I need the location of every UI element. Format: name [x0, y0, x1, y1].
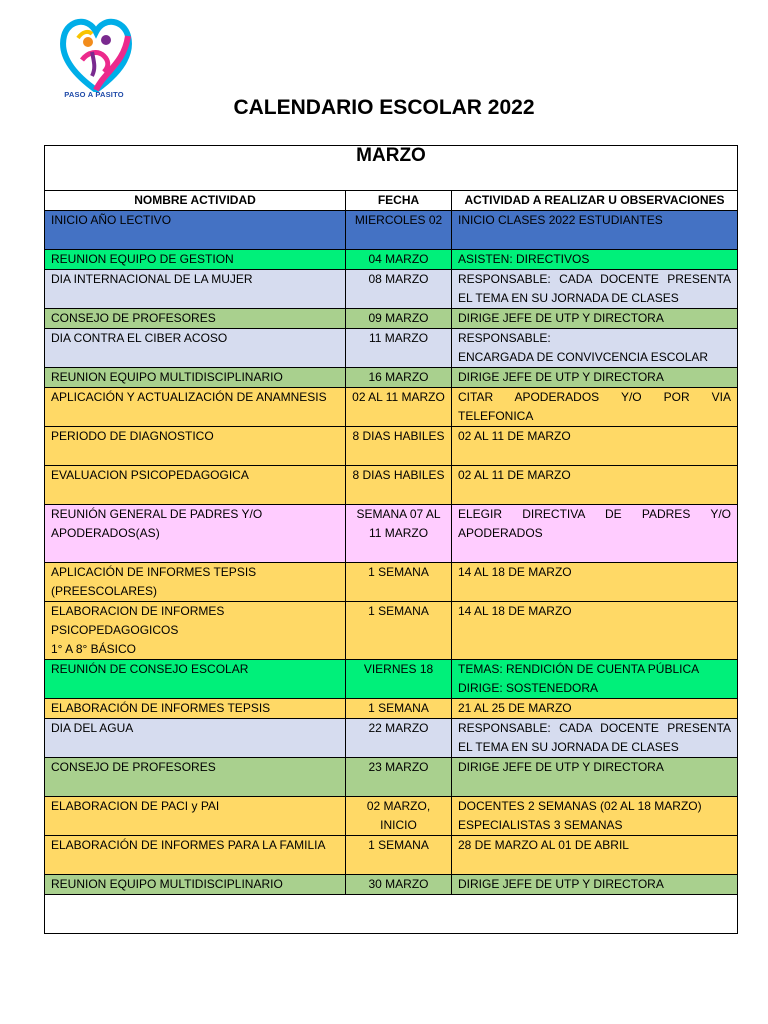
- table-row: [45, 368, 738, 388]
- observation-cell: DOCENTES 2 SEMANAS (02 AL 18 MARZO) ESPECIALISTAS 3 SEMANAS: [452, 797, 738, 836]
- activity-cell: REUNION EQUIPO DE GESTION: [45, 250, 346, 270]
- date-cell: 22 MARZO: [346, 719, 452, 758]
- date-cell: 02 AL 11 MARZO: [346, 388, 452, 427]
- observation-cell: 14 AL 18 DE MARZO: [452, 602, 738, 660]
- activity-cell: ELABORACION DE PACI y PAI: [45, 797, 346, 836]
- activity-cell: REUNION EQUIPO MULTIDISCIPLINARIO: [45, 368, 346, 388]
- document-title: CALENDARIO ESCOLAR 2022: [233, 96, 535, 119]
- observation-cell: TEMAS: RENDICIÓN DE CUENTA PÚBLICA DIRIGE: SOSTENEDORA: [452, 660, 738, 699]
- header-activity: NOMBRE ACTIVIDAD: [45, 191, 346, 211]
- logo-text: PASO A PASITO: [64, 90, 124, 99]
- table-row: [45, 797, 738, 836]
- observation-cell: CITAR APODERADOS Y/O POR VIA TELEFONICA: [452, 388, 738, 427]
- observation-cell: DIRIGE JEFE DE UTP Y DIRECTORA: [452, 758, 738, 797]
- date-cell: 8 DIAS HABILES: [346, 466, 452, 505]
- observation-cell: 02 AL 11 DE MARZO: [452, 466, 738, 505]
- observation-cell: ELEGIR DIRECTIVA DE PADRES Y/O APODERADOS: [452, 505, 738, 563]
- table-row: [45, 309, 738, 329]
- table-row: [45, 602, 738, 660]
- observation-cell: RESPONSABLE: ENCARGADA DE CONVIVCENCIA ESCOLAR: [452, 329, 738, 368]
- date-cell: 1 SEMANA: [346, 602, 452, 660]
- calendar-table: [44, 145, 738, 934]
- month-title: MARZO: [45, 146, 738, 191]
- header-date: FECHA: [346, 191, 452, 211]
- table-row: [45, 505, 738, 563]
- observation-cell: DIRIGE JEFE DE UTP Y DIRECTORA: [452, 309, 738, 329]
- table-row: [45, 699, 738, 719]
- date-cell: MIERCOLES 02: [346, 211, 452, 250]
- date-cell: 09 MARZO: [346, 309, 452, 329]
- date-cell: VIERNES 18: [346, 660, 452, 699]
- activity-cell: EVALUACION PSICOPEDAGOGICA: [45, 466, 346, 505]
- table-row: [45, 211, 738, 250]
- header-row: [45, 191, 738, 211]
- date-cell: 02 MARZO, INICIO: [346, 797, 452, 836]
- activity-cell: ELABORACIÓN DE INFORMES PARA LA FAMILIA: [45, 836, 346, 875]
- date-cell: 08 MARZO: [346, 270, 452, 309]
- table-row: [45, 388, 738, 427]
- activity-cell: DIA INTERNACIONAL DE LA MUJER: [45, 270, 346, 309]
- table-row: [45, 427, 738, 466]
- table-row: [45, 250, 738, 270]
- observation-cell: RESPONSABLE: CADA DOCENTE PRESENTA EL TEMA EN SU JORNADA DE CLASES: [452, 270, 738, 309]
- table-row: [45, 660, 738, 699]
- date-cell: SEMANA 07 AL 11 MARZO: [346, 505, 452, 563]
- table-row: [45, 563, 738, 602]
- activity-cell: PERIODO DE DIAGNOSTICO: [45, 427, 346, 466]
- activity-cell: REUNIÓN GENERAL DE PADRES Y/O APODERADOS(AS): [45, 505, 346, 563]
- table-row: [45, 758, 738, 797]
- activity-cell: ELABORACIÓN DE INFORMES TEPSIS: [45, 699, 346, 719]
- observation-cell: DIRIGE JEFE DE UTP Y DIRECTORA: [452, 368, 738, 388]
- activity-cell: REUNION EQUIPO MULTIDISCIPLINARIO: [45, 875, 346, 895]
- date-cell: 30 MARZO: [346, 875, 452, 895]
- observation-cell: INICIO CLASES 2022 ESTUDIANTES: [452, 211, 738, 250]
- month-row: [45, 146, 738, 191]
- activity-cell: REUNIÓN DE CONSEJO ESCOLAR: [45, 660, 346, 699]
- date-cell: 8 DIAS HABILES: [346, 427, 452, 466]
- date-cell: 16 MARZO: [346, 368, 452, 388]
- activity-cell: INICIO AÑO LECTIVO: [45, 211, 346, 250]
- table-row: [45, 875, 738, 895]
- observation-cell: 02 AL 11 DE MARZO: [452, 427, 738, 466]
- activity-cell: DIA DEL AGUA: [45, 719, 346, 758]
- table-row: [45, 466, 738, 505]
- observation-cell: ASISTEN: DIRECTIVOS: [452, 250, 738, 270]
- activity-cell: CONSEJO DE PROFESORES: [45, 758, 346, 797]
- empty-row: [45, 895, 738, 934]
- date-cell: 1 SEMANA: [346, 836, 452, 875]
- activity-cell: DIA CONTRA EL CIBER ACOSO: [45, 329, 346, 368]
- activity-cell: CONSEJO DE PROFESORES: [45, 309, 346, 329]
- activity-cell: APLICACIÓN Y ACTUALIZACIÓN DE ANAMNESIS: [45, 388, 346, 427]
- date-cell: 23 MARZO: [346, 758, 452, 797]
- observation-cell: 21 AL 25 DE MARZO: [452, 699, 738, 719]
- date-cell: 04 MARZO: [346, 250, 452, 270]
- table-row: [45, 329, 738, 368]
- observation-cell: 14 AL 18 DE MARZO: [452, 563, 738, 602]
- activity-cell: APLICACIÓN DE INFORMES TEPSIS (PREESCOLARES): [45, 563, 346, 602]
- table-row: [45, 719, 738, 758]
- date-cell: 11 MARZO: [346, 329, 452, 368]
- observation-cell: DIRIGE JEFE DE UTP Y DIRECTORA: [452, 875, 738, 895]
- date-cell: 1 SEMANA: [346, 563, 452, 602]
- header-observations: ACTIVIDAD A REALIZAR U OBSERVACIONES: [452, 191, 738, 211]
- empty-cell: [45, 895, 738, 934]
- observation-cell: RESPONSABLE: CADA DOCENTE PRESENTA EL TEMA EN SU JORNADA DE CLASES: [452, 719, 738, 758]
- date-cell: 1 SEMANA: [346, 699, 452, 719]
- table-row: [45, 270, 738, 309]
- activity-cell: ELABORACION DE INFORMES PSICOPEDAGOGICOS 1° A 8° BÁSICO: [45, 602, 346, 660]
- observation-cell: 28 DE MARZO AL 01 DE ABRIL: [452, 836, 738, 875]
- table-row: [45, 836, 738, 875]
